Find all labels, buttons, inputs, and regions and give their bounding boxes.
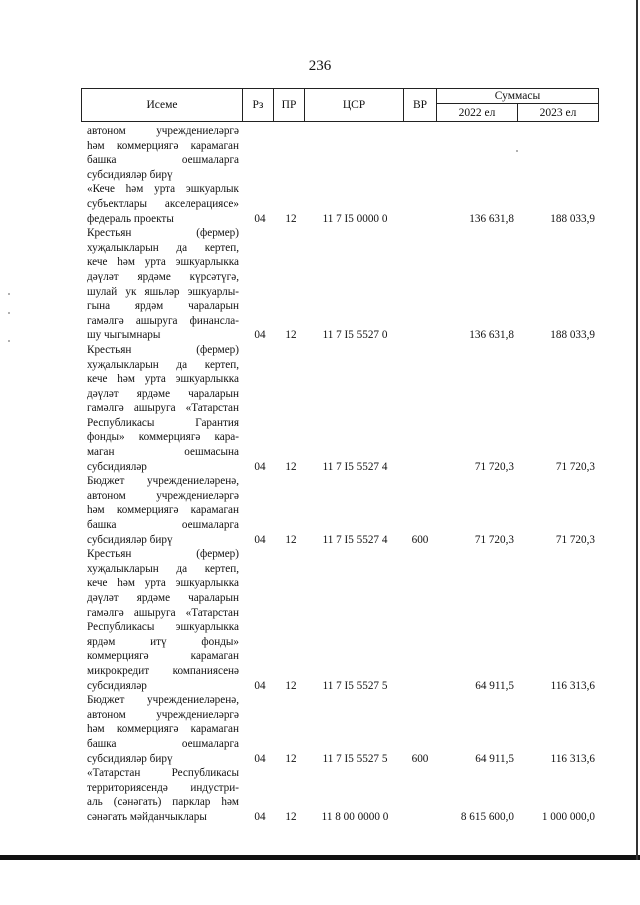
row-name-line: «Татарстан Республикасы xyxy=(87,767,239,780)
row-name-line: һәм коммерциягә карамаган xyxy=(87,504,239,517)
row-name-line: гамәлгә ашыруга «Татарстан xyxy=(87,606,239,619)
row-name-line: хуҗалыкларын да кертеп, xyxy=(87,241,239,254)
row-sum-2023: 116 313,6 xyxy=(550,752,595,765)
header-name: Исеме xyxy=(81,88,243,122)
table-row xyxy=(81,766,599,824)
row-name xyxy=(81,547,243,693)
page-edge xyxy=(636,0,638,860)
row-csr: 11 7 I5 5527 4 xyxy=(322,533,388,546)
row-csr: 11 7 I5 5527 0 xyxy=(322,329,388,342)
row-name-line: субсидияләр бирү xyxy=(87,168,173,181)
row-values xyxy=(81,168,599,183)
row-name-line: автоном учреждениеләргә xyxy=(87,708,239,721)
row-values xyxy=(81,328,599,343)
row-vr: 600 xyxy=(411,533,429,546)
table-body xyxy=(81,124,599,825)
row-name-line: Крестьян (фермер) xyxy=(87,343,239,356)
row-rz: 04 xyxy=(254,329,266,342)
page-number: 236 xyxy=(308,58,332,74)
row-csr: 11 7 I5 5527 5 xyxy=(322,752,388,765)
row-rz: 04 xyxy=(254,810,266,823)
row-name-line: дәүләт ярдәме чараларын xyxy=(87,387,239,400)
row-name-line: субъектлары акселерациясе» xyxy=(87,197,239,210)
row-name-line: Крестьян (фермер) xyxy=(87,227,239,240)
row-name-line: һәм коммерциягә карамаган xyxy=(87,139,239,152)
row-name xyxy=(81,226,243,343)
bottom-rule xyxy=(0,855,640,860)
row-sum-2022: 64 911,5 xyxy=(475,752,514,765)
row-name-line: субсидияләр xyxy=(87,679,147,692)
row-name-line: гамәлгә ашыруга «Татарстан xyxy=(87,402,239,415)
row-name-line: Бюджет учреждениеләренә, xyxy=(87,475,239,488)
header-year-2022: 2022 ел xyxy=(436,103,518,122)
scan-speck xyxy=(8,312,10,314)
row-name-line: «Кече һәм урта эшкуарлык xyxy=(87,183,239,196)
scan-speck xyxy=(516,150,518,152)
row-name-line: фонды» коммерциягә кара- xyxy=(87,431,239,444)
header-sums: Суммасы xyxy=(436,88,599,104)
row-rz: 04 xyxy=(254,679,266,692)
row-name-line: шу чыгымнары xyxy=(87,329,161,342)
row-pr: 12 xyxy=(285,533,297,546)
row-pr: 12 xyxy=(285,329,297,342)
row-name-line: субсидияләр бирү xyxy=(87,752,173,765)
row-name-line: хуҗалыкларын да кертеп, xyxy=(87,358,239,371)
row-name-line: кече һәм урта эшкуарлыкка xyxy=(87,373,239,386)
row-name-line: шулай ук яшьләр эшкуарлы- xyxy=(87,285,239,298)
table-row xyxy=(81,182,599,226)
row-name-line: субсидияләр бирү xyxy=(87,533,173,546)
row-csr: 11 7 I5 5527 5 xyxy=(322,679,388,692)
row-sum-2023: 71 720,3 xyxy=(555,460,595,473)
row-csr: 11 7 I5 5527 4 xyxy=(322,460,388,473)
row-name-line: башка оешмаларга xyxy=(87,519,239,532)
row-name-line: автоном учреждениеләргә xyxy=(87,125,239,137)
row-name-line: кече һәм урта эшкуарлыкка xyxy=(87,577,239,590)
row-name-line: хуҗалыкларын да кертеп, xyxy=(87,562,239,575)
row-name-line: сәнәгать мәйданчыклары xyxy=(87,810,207,823)
row-name-line: автоном учреждениеләргә xyxy=(87,489,239,502)
row-name-line: маган оешмасына xyxy=(87,446,239,459)
row-name-line: микрокредит компаниясенә xyxy=(87,664,239,677)
row-name-line: аль (сәнәгать) парклар һәм xyxy=(87,796,239,809)
header-year-2023: 2023 ел xyxy=(517,103,599,122)
table-row xyxy=(81,474,599,547)
row-name-line: башка оешмаларга xyxy=(87,737,239,750)
scan-speck xyxy=(8,340,10,342)
row-values xyxy=(81,679,599,694)
row-name-line: федераль проекты xyxy=(87,212,174,225)
row-name-line: субсидияләр xyxy=(87,460,147,473)
row-values xyxy=(81,212,599,227)
row-csr: 11 7 I5 0000 0 xyxy=(322,212,388,225)
row-name-line: һәм коммерциягә карамаган xyxy=(87,723,239,736)
row-sum-2023: 1 000 000,0 xyxy=(541,810,595,823)
row-sum-2022: 136 631,8 xyxy=(469,212,514,225)
row-csr: 11 8 00 0000 0 xyxy=(321,810,389,823)
row-sum-2023: 188 033,9 xyxy=(550,212,595,225)
row-name-line: гына ярдәм чараларын xyxy=(87,300,239,313)
header-csr: ЦСР xyxy=(304,88,404,122)
table-row xyxy=(81,547,599,693)
row-name-line: дәүләт ярдәме чараларын xyxy=(87,592,239,604)
row-sum-2023: 71 720,3 xyxy=(555,533,595,546)
row-rz: 04 xyxy=(254,460,266,473)
row-name-line: Крестьян (фермер) xyxy=(87,548,239,561)
row-values xyxy=(81,810,599,825)
row-name-line: гамәлгә ашыруга финансла- xyxy=(87,314,239,327)
row-vr: 600 xyxy=(411,752,429,765)
row-name-line: кече һәм урта эшкуарлыкка xyxy=(87,256,239,269)
row-rz: 04 xyxy=(254,212,266,225)
row-values xyxy=(81,533,599,548)
row-name-line: Бюджет учреждениеләренә, xyxy=(87,694,239,707)
row-pr: 12 xyxy=(285,212,297,225)
table-row xyxy=(81,343,599,474)
row-values xyxy=(81,752,599,767)
row-name-line: Республикасы эшкуарлыкка xyxy=(87,621,239,634)
table-row xyxy=(81,693,599,766)
row-pr: 12 xyxy=(285,679,297,692)
row-rz: 04 xyxy=(254,752,266,765)
row-sum-2022: 64 911,5 xyxy=(475,679,514,692)
row-name-line: Республикасы Гарантия xyxy=(87,416,239,429)
row-rz: 04 xyxy=(254,533,266,546)
row-sum-2022: 71 720,3 xyxy=(474,533,514,546)
row-values xyxy=(81,460,599,475)
row-name-line: ярдәм итү фонды» xyxy=(87,635,239,648)
header-vr: ВР xyxy=(403,88,437,122)
row-sum-2022: 71 720,3 xyxy=(474,460,514,473)
row-name-line: территориясендә индустри- xyxy=(87,781,239,794)
row-sum-2022: 8 615 600,0 xyxy=(460,810,514,823)
row-name-line: башка оешмаларга xyxy=(87,154,239,167)
table-row xyxy=(81,226,599,343)
header-pr: ПР xyxy=(273,88,305,122)
row-name-line: дәүләт ярдәме күрсәтүгә, xyxy=(87,270,239,283)
row-name-line: коммерциягә карамаган xyxy=(87,650,239,663)
row-sum-2023: 116 313,6 xyxy=(550,679,595,692)
table-row xyxy=(81,124,599,182)
row-name xyxy=(81,343,243,474)
row-sum-2022: 136 631,8 xyxy=(469,329,514,342)
row-pr: 12 xyxy=(285,460,297,473)
row-pr: 12 xyxy=(285,810,297,823)
row-pr: 12 xyxy=(285,752,297,765)
table-header xyxy=(81,88,599,122)
row-sum-2023: 188 033,9 xyxy=(550,329,595,342)
header-rz: Рз xyxy=(242,88,274,122)
scan-speck xyxy=(8,293,10,295)
